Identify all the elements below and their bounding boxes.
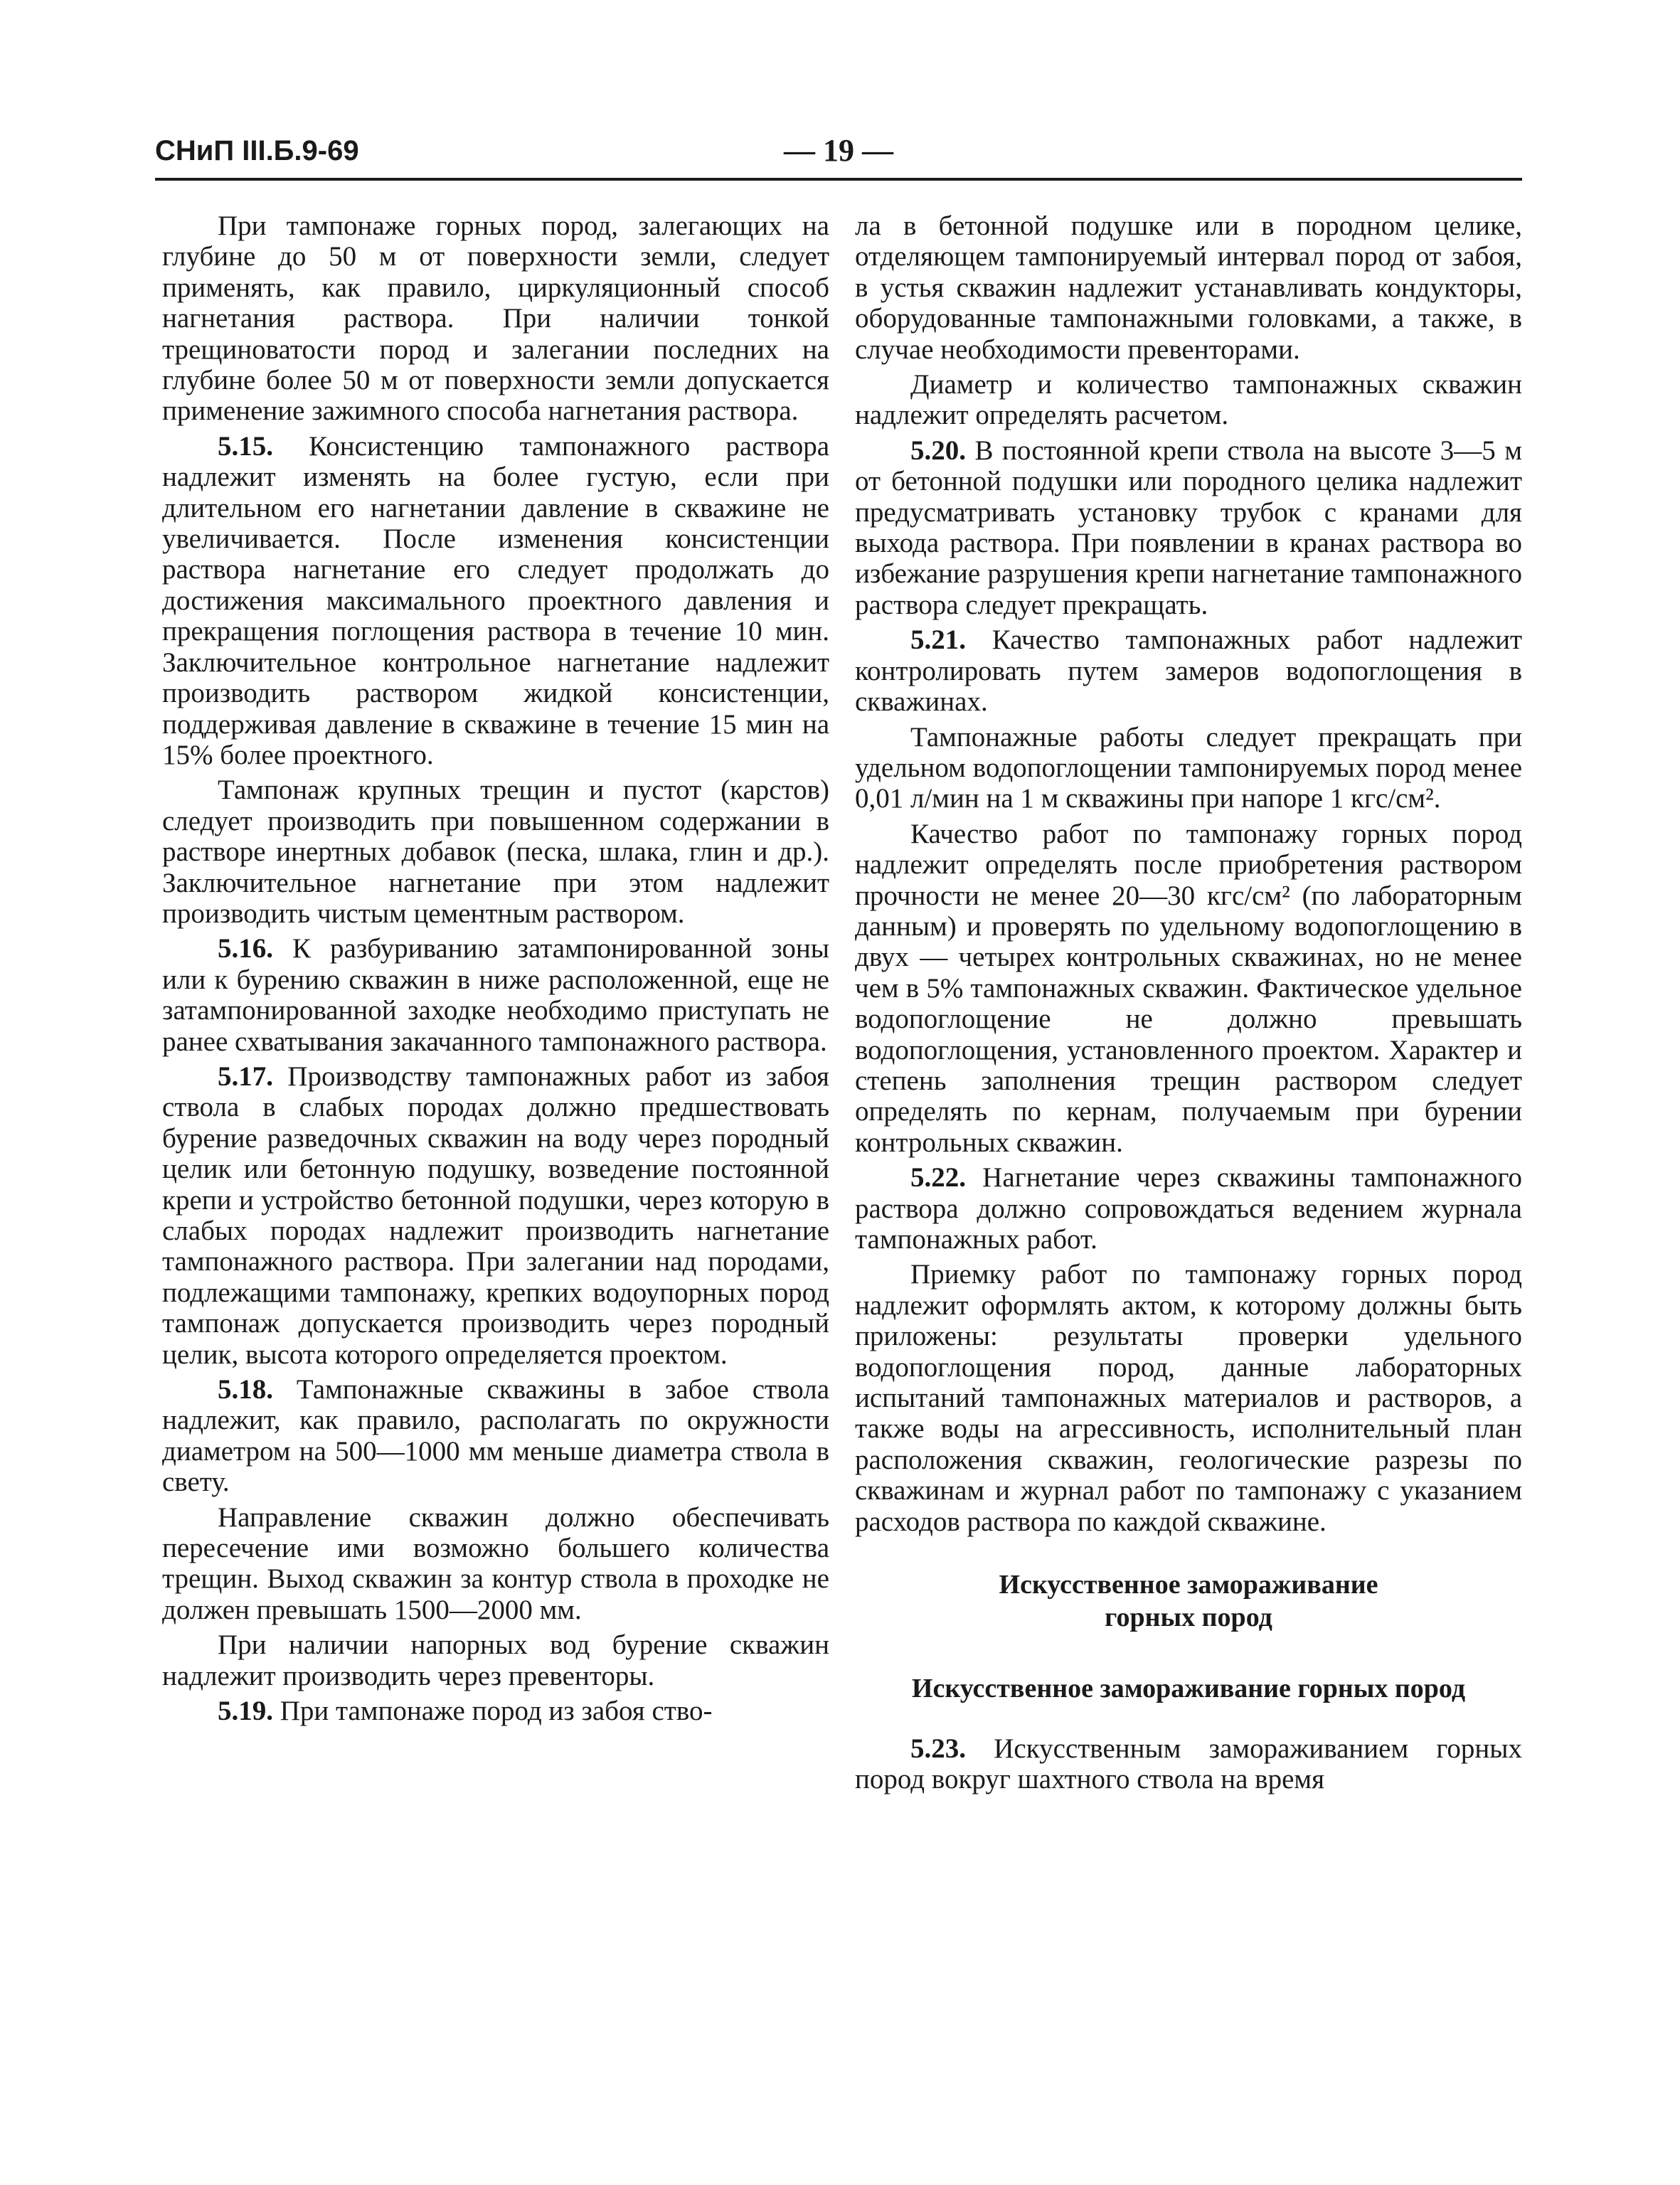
text-columns: [162, 211, 1522, 1799]
paragraph: Тампонажные работы следует прекращать при удельном водопоглощении тампонируемых пород менее 0,01 л/мин на 1 м скважины при напоре 1 кгс/см².: [855, 721, 1522, 814]
clause-number: 5.15.: [218, 430, 273, 462]
clause-5-18: 5.18. Тампонажные скважины в забое ствола надлежит, как правило, располагать по окружности диаметром на 500—1000 мм меньше диаметра ствола в свету.: [162, 1374, 830, 1498]
page-number: — 19 —: [784, 133, 893, 168]
paragraph: ла в бетонной подушке или в породном целике, отделяющем тампонируемый интервал пород от забоя, в устья скважин надлежит устанавливать кондукторы, оборудованные тампонажными головками, а также, в случае необходимости превенторами.: [855, 211, 1522, 365]
clause-number: 5.20.: [910, 435, 966, 466]
clause-number: 5.16.: [218, 933, 273, 964]
clause-number: 5.18.: [218, 1374, 273, 1405]
clause-5-21: 5.21. Качество тампонажных работ надлежит контролировать путем замеров водопоглощения в скважинах.: [855, 624, 1522, 718]
paragraph: Тампонаж крупных трещин и пустот (карстов) следует производить при повышенном содержании в растворе инертных добавок (песка, шлака, глин и др.). Заключительное нагнетание при этом надлежит производить чистым цементным раствором.: [162, 775, 829, 929]
right-column: [855, 211, 1522, 1799]
clause-number: 5.17.: [218, 1060, 273, 1092]
paragraph: Приемку работ по тампонажу горных пород надлежит оформлять актом, к которому должны быть приложены: результаты проверки удельного водопоглощения пород, данные лабораторных испытаний тампонажных материалов и растворов, а также воды на агрессивность, исполнительный план расположения скважин, геологические разрезы по скважинам и журнал работ по тампонажу с указанием расходов раствора по каждой скважине.: [855, 1259, 1522, 1537]
paragraph: При тампонаже горных пород, залегающих на глубине до 50 м от поверхности земли, следует применять, как правило, циркуляционный способ нагнетания раствора. При наличии тонкой трещиноватости пород и залегании последних на глубине более 50 м от поверхности земли допускается применение зажимного способа нагнетания раствора.: [162, 211, 829, 427]
page-header: [155, 132, 1522, 181]
clause-number: 5.21.: [910, 624, 966, 656]
paragraph: Качество работ по тампонажу горных пород надлежит определять после приобретения раствором прочности не менее 20—30 кгс/см² (по лабораторным данным) и проверять по удельному водопоглощению в двух — четырех контрольных скважинах, но не менее чем в 5% тампонажных скважин. Фактическое удельное водопоглощение не должно превышать водопоглощения, установленного проектом. Характер и степень заполнения трещин раствором следует определять по кернам, получаемым при бурении контрольных скважин.: [855, 818, 1522, 1158]
left-column: [162, 211, 829, 1799]
clause-5-19: 5.19. При тампонаже пород из забоя ство-: [218, 1696, 713, 1727]
clause-5-22: 5.22. Нагнетание через скважины тампонажного раствора должно сопровождаться ведением журнала тампонажных работ.: [855, 1162, 1523, 1255]
paragraph: Диаметр и количество тампонажных скважин надлежит определять расчетом.: [855, 369, 1522, 431]
clause-5-17: 5.17. Производству тампонажных работ из забоя ствола в слабых породах должно предшествовать бурение разведочных скважин на воду через породный целик или бетонную подушку, возведение постоянной крепи и устройство бетонной подушки, через которую в слабых породах надлежит производить нагнетание тампонажного раствора. При залегании над породами, подлежащими тампонажу, крепких водоупорных пород тампонаж допускается производить через породный целик, высота которого определяется проектом.: [162, 1060, 829, 1370]
clause-5-16: 5.16. К разбуриванию затампонированной зоны или к бурению скважин в ниже расположенной, еще не затампонированной заходке необходимо приступать не ранее схватывания закачанного тампонажного раствора.: [162, 933, 830, 1057]
paragraph: Направление скважин должно обеспечивать пересечение ими возможно большего количества трещин. Выход скважин за контур ствола в проходке не должен превышать 1500—2000 мм.: [162, 1501, 829, 1625]
section-heading-freezing-repeat: Искусственное замораживание горных пород: [911, 1674, 1466, 1704]
paragraph: При наличии напорных вод бурение скважин надлежит производить через превенторы.: [162, 1630, 829, 1691]
clause-5-15: 5.15. Консистенцию тампонажного раствора надлежит изменять на более густую, если при длительном его нагнетании давление в скважине не увеличивается. После изменения консистенции раствора нагнетание его следует продолжать до достижения максимального проектного давления и прекращения поглощения раствора в течение 10 мин. Заключительное контрольное нагнетание надлежит производить раствором жидкой консистенции, поддерживая давление в скважине в течение 15 мин на 15% более проектного.: [162, 430, 830, 770]
clause-5-20: 5.20. В постоянной крепи ствола на высоте 3—5 м от бетонной подушки или породного целика надлежит предусматривать установку трубок с кранами для выхода раствора. При появлении в кранах раствора во избежание разрушения крепи нагнетание тампонажного раствора следует прекращать.: [855, 435, 1523, 620]
clause-number: 5.19.: [218, 1696, 273, 1727]
clause-number: 5.22.: [910, 1162, 966, 1193]
clause-number: 5.23.: [910, 1733, 966, 1765]
section-heading-freezing: Искусственное замораживание горных пород: [999, 1570, 1378, 1633]
document-code: СНиП III.Б.9-69: [155, 135, 359, 166]
clause-5-23: 5.23. Искусственным замораживанием горных пород вокруг шахтного ствола на время: [855, 1733, 1523, 1795]
